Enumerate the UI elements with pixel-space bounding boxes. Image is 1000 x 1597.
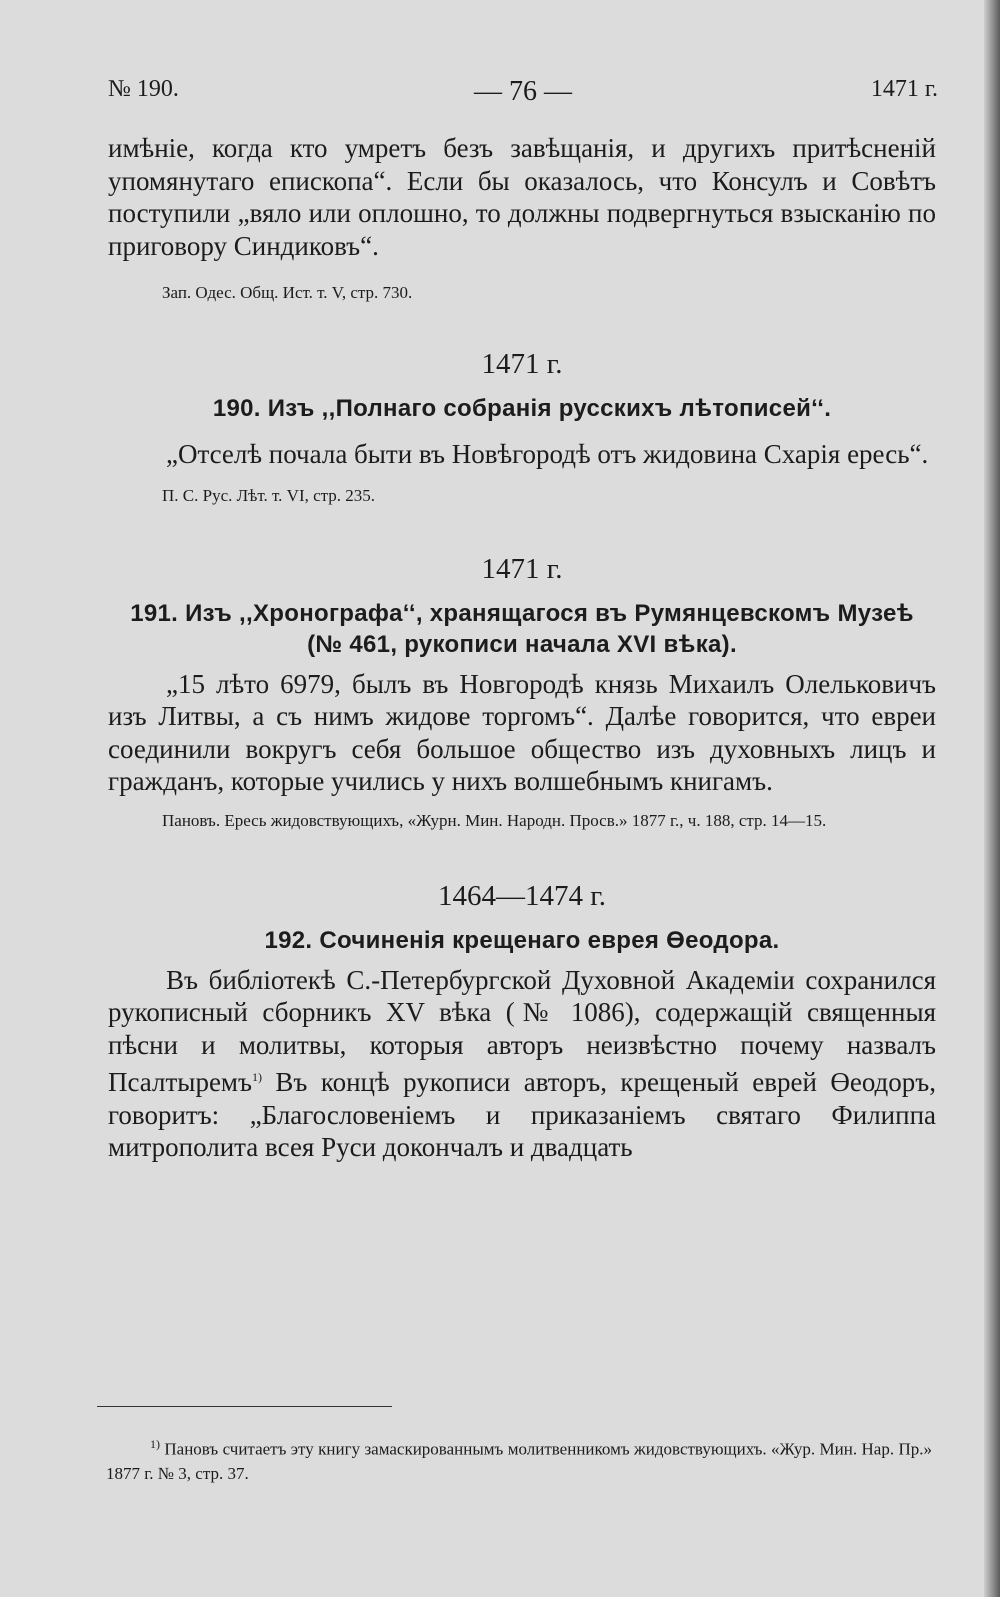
- section-192-text-part-2: Въ концѣ рукописи авторъ, крещеный еврей Өеодоръ, говоритъ: „Благословеніемъ и приказаніемъ святаго Филиппа митрополита всея Руси докончалъ и двадцать: [108, 1067, 936, 1162]
- footnote: [106, 1432, 932, 1486]
- section-190-citation: П. С. Рус. Лѣт. т. VI, стр. 235.: [162, 485, 376, 505]
- section-192-year: 1464—1474 г.: [437, 879, 607, 912]
- section-191-heading-line-2: (№ 461, рукописи начала XVI вѣка).: [307, 630, 737, 658]
- section-192-text: [108, 964, 936, 1164]
- footnote-text: Пановъ считаетъ эту книгу замаскированнымъ молитвенникомъ жидовствующихъ. «Жур. Мин. Нар. Пр.» 1877 г. № 3, стр. 37.: [106, 1439, 932, 1483]
- footnote-marker: 1): [150, 1437, 160, 1451]
- footnote-reference: 1): [251, 1070, 262, 1084]
- section-192-heading: 192. Сочиненія крещенаго еврея Өеодора.: [264, 926, 780, 954]
- section-191-text: „15 лѣто 6979, былъ въ Новгородѣ князь Михаилъ Олельковичъ изъ Литвы, а съ нимъ жидове торгомъ“. Далѣе говорится, что евреи соединили вокругъ себя большое общество изъ духовныхъ лицъ и гражданъ, которые учились у нихъ волшебнымъ книгамъ.: [108, 668, 936, 796]
- section-191-citation: Пановъ. Ересь жидовствующихъ, «Журн. Мин. Народн. Просв.» 1877 г., ч. 188, стр. 14—15.: [162, 810, 827, 830]
- footnote-divider: [97, 1406, 392, 1407]
- citation-top: Зап. Одес. Общ. Ист. т. V, стр. 730.: [162, 283, 413, 302]
- section-191-heading-line-1: 191. Изъ ,,Хронографа‘‘, хранящагося въ Румянцевскомъ Музеѣ: [130, 599, 914, 627]
- page-body: [108, 132, 936, 1164]
- section-190-year: 1471 г.: [481, 348, 563, 380]
- page-number: — 76 —: [474, 76, 572, 107]
- continued-paragraph: имѣніе, когда кто умретъ безъ завѣщанія, и другихъ притѣсненій упомянутаго епископа“. Если бы оказалось, что Консулъ и Совѣтъ поступили „вяло или оплошно, то должны подвергнуться взысканію по приговору Синдиковъ“.: [108, 133, 936, 261]
- section-190-text: „Отселѣ почала быти въ Новѣгородѣ отъ жидовина Схарія ересь“.: [166, 439, 929, 469]
- page-edge-shadow: [984, 0, 1000, 1597]
- section-192-text-part-1: Въ библіотекѣ С.-Петербургской Духовной Академіи сохранился рукописный сборникъ XV вѣка (№ 1086), содержащій священныя пѣсни и молитвы, которыя авторъ неизвѣстно почему назвалъ Псалтыремъ: [108, 964, 936, 1097]
- section-190-heading: 190. Изъ ,,Полнаго собранія русскихъ лѣтописей‘‘.: [212, 395, 832, 422]
- header-year: 1471 г.: [870, 76, 938, 102]
- section-191-year: 1471 г.: [481, 552, 563, 585]
- page-header: [108, 76, 938, 110]
- document-number: № 190.: [108, 76, 179, 102]
